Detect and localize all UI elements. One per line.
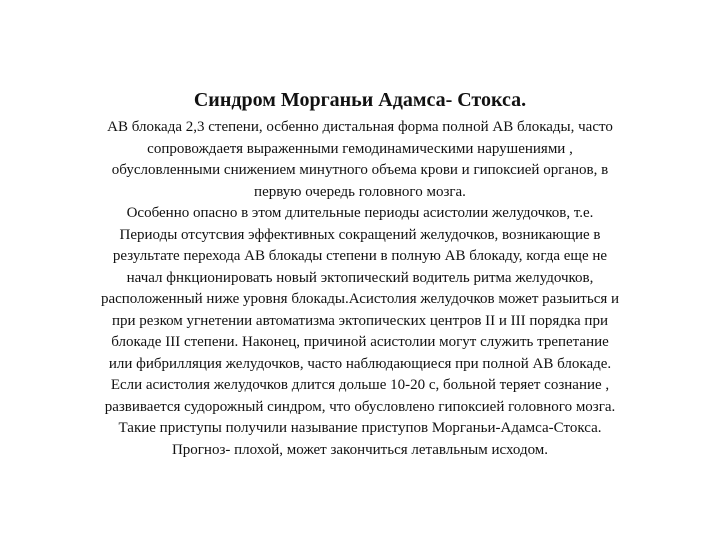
body-line: Такие приступы получили называние приступов Морганьи-Адамса-Стокса.	[118, 420, 602, 436]
slide-title: Синдром Морганьи Адамса- Стокса.	[193, 89, 527, 111]
body-line: обусловленными снижением минутного объема крови и гипоксией органов, в	[111, 162, 609, 178]
body-line: Прогноз- плохой, может закончиться летавльным исходом.	[171, 441, 549, 458]
body-line: развивается судорожный синдром, что обусловлено гипоксией головного мозга.	[104, 398, 616, 415]
body-line: при резком угнетении автоматизма эктопических центров II и III порядка при	[112, 312, 608, 329]
body-line: блокаде III степени. Наконец, причиной асистолии могут служить трепетание	[111, 334, 609, 350]
body-line: результате перехода АВ блокады степени в полную АВ блокаду, когда еще не	[112, 248, 608, 264]
body-line: расположенный ниже уровня блокады.Асистолия желудочков может разыиться и	[100, 291, 620, 307]
body-line: первую очередь головного мозга.	[254, 183, 466, 200]
body-line: Особенно опасно в этом длительные периоды асистолии желудочков, т.е.	[126, 205, 594, 221]
body-line: начал фнкционировать новый эктопический водитель ритма желудочков,	[126, 269, 594, 286]
body-line: или фибрилляция желудочков, часто наблюдающиеся при полной АВ блокаде.	[108, 355, 612, 372]
body-line: Если асистолия желудочков длится дольше 10-20 с, больной теряет сознание ,	[110, 377, 610, 393]
body-line: Периоды отсутсвия эффективных сокращений желудочков, возникающие в	[119, 226, 601, 243]
body-line: АВ блокада 2,3 степени, осбенно дистальная форма полной АВ блокады, часто	[107, 119, 613, 135]
body-line: сопровождаетя выраженными гемодинамическими нарушениями ,	[147, 140, 573, 157]
slide-body-text	[30, 117, 690, 461]
